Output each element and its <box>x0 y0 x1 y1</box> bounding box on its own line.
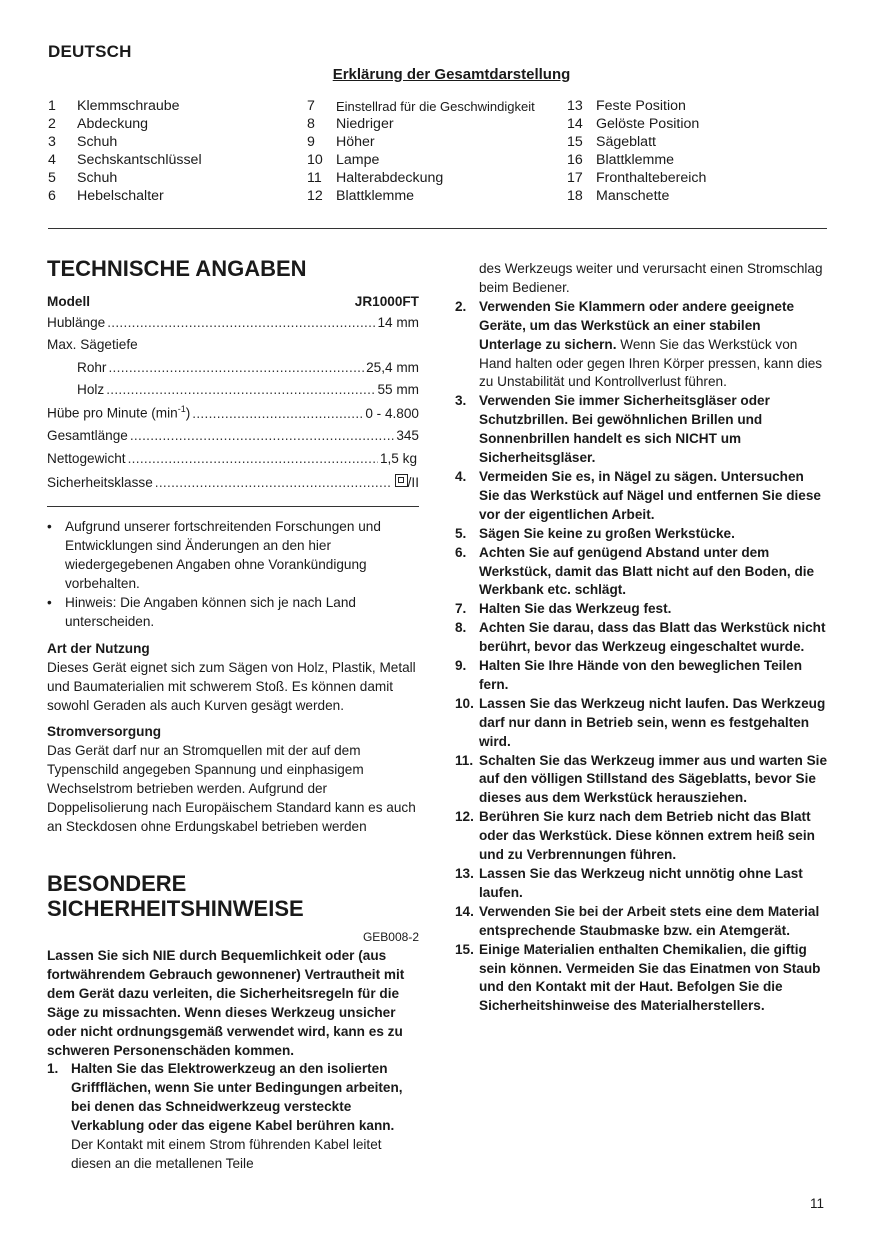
legend-item: 12 Blattklemme <box>307 187 415 204</box>
spec-row-pipe: Rohr ..... 25,4 mm <box>77 360 419 375</box>
usage-heading: Art der Nutzung <box>47 641 150 656</box>
legend-item: 5 Schuh <box>48 169 118 186</box>
legend-column-3 <box>567 98 706 205</box>
safety-item: 4. Vermeiden Sie es, in Nägel zu sägen. Untersuchen Sie das Werkstück auf Nägel und entfernen Sie diese vor der eigentlichen Arbeit. <box>455 468 821 522</box>
legend-item: 13 Feste Position <box>567 98 686 114</box>
legend-item: 4 Sechskantschlüssel <box>48 151 202 168</box>
legend-item: 15 Sägeblatt <box>567 133 656 150</box>
spec-row-strokes-per-minute: Hübe pro Minute $(\min^{-1})$ ..... 0 - 4.800 <box>47 404 419 421</box>
legend-item: 17 Fronthaltebereich <box>567 169 707 186</box>
power-text: Das Gerät darf nur an Stromquellen mit der auf dem Typenschild angegeben Spannung und einphasigem Wechselstrom betrieben werden. Aufgrund der Doppelisolierung nach Europäischem Standard kann es auch an Steckdosen ohne Erdungskabel betrieben werden <box>47 742 416 834</box>
safety-intro-block <box>47 947 419 1174</box>
safety-item: 11. Schalten Sie das Werkzeug immer aus und warten Sie auf den völligen Stillstand des Sägeblatts, bevor Sie dieses aus dem Werkstück herausziehen. <box>455 752 828 806</box>
legend-column-1 <box>48 98 202 205</box>
legend-item: 14 Gelöste Position <box>567 115 700 132</box>
language-heading: DEUTSCH <box>48 42 132 61</box>
spec-row-cut-capacity: Max. Sägetiefe <box>47 337 138 352</box>
safety-item: 13. Lassen Sie das Werkzeug nicht unnötig ohne Last laufen. <box>455 866 803 900</box>
safety-item: 14. Verwenden Sie bei der Arbeit stets eine dem Material entsprechende Staubmaske bzw. ein Atemgerät. <box>455 903 820 938</box>
spec-row-wood: Holz ..... 55 mm <box>77 382 419 397</box>
safety-item: 15. Einige Materialien enthalten Chemikalien, die giftig sein können. Vermeiden Sie das Einatmen von Staub und den Kontakt mit der Haut. Befolgen Sie die Sicherheitshinweise des Materialherstellers. <box>455 941 821 1014</box>
legend-item: 10 Lampe <box>307 151 380 168</box>
safety-item: 5. Sägen Sie keine zu großen Werkstücke. <box>455 525 735 541</box>
spec-row-length: Gesamtlänge ..... 345 <box>47 428 419 443</box>
double-insulation-icon <box>395 474 408 487</box>
spec-row-stroke: Hublänge ..... 14 mm <box>47 315 419 330</box>
safety-item: 12. Berühren Sie kurz nach dem Betrieb nicht das Blatt oder das Werkstück. Diese können extrem heiß sein und zu Verbrennungen führen. <box>455 809 815 863</box>
safety-item: 7. Halten Sie das Werkzeug fest. <box>455 601 672 617</box>
legend-item: 11 Halterabdeckung <box>307 169 444 186</box>
legend-item: 7 Einstellrad für die Geschwindigkeit <box>307 98 535 114</box>
spec-row-safety-class: Sicherheitsklasse ..... /II <box>47 474 419 490</box>
safety-item: 9. Halten Sie Ihre Hände von den beweglichen Teilen fern. <box>455 658 803 692</box>
legend-item: 9 Höher <box>307 133 375 150</box>
legend-item: 8 Niedriger <box>307 115 394 132</box>
legend-item: 3 Schuh <box>48 133 118 150</box>
legend-column-2 <box>307 98 535 205</box>
spec-row-model: Modell JR1000FT <box>47 294 419 309</box>
safety-item: 8. Achten Sie darau, dass das Blatt das Werkstück nicht berührt, bevor das Werkzeug eingeschaltet wurde. <box>455 620 826 655</box>
safety-item: 2. Verwenden Sie Klammern oder andere geeignete Geräte, um das Werkstück an einer stabilen Unterlage zu sichern. Wenn Sie das Werkstück von Hand halten oder gegen Ihren Körper pressen, kann dies zu Unstabilität und Kontrollverlust führen. <box>455 298 823 390</box>
power-section <box>47 723 419 836</box>
spec-title: TECHNISCHE ANGABEN <box>47 256 307 281</box>
usage-section <box>47 640 419 716</box>
safety-title: BESONDERE SICHERHEITSHINWEISE <box>47 871 304 921</box>
bullet-icon: • <box>47 519 52 534</box>
legend-item: 6 Hebelschalter <box>48 187 164 204</box>
overview-title: Erklärung der Gesamtdarstellung <box>332 66 571 83</box>
note-item: • Hinweis: Die Angaben können sich je nach Land unterscheiden. <box>47 594 419 632</box>
legend-item: 16 Blattklemme <box>567 151 675 168</box>
spec-row-weight: Nettogewicht ..... 1,5 kg <box>47 451 417 466</box>
usage-text: Dieses Gerät eignet sich zum Sägen von Holz, Plastik, Metall und Baumaterialien mit schwerem Stoß. Es können damit sowohl Geraden als auch Kurven gesägt werden. <box>47 659 416 713</box>
spec-notes <box>47 518 419 631</box>
legend-item: 2 Abdeckung <box>48 115 148 132</box>
safety-item: 10. Lassen Sie das Werkzeug nicht laufen. Das Werkzeug darf nur dann in Betrieb sein, wenn es festgehalten wird. <box>455 695 826 749</box>
legend-item: 18 Manschette <box>567 187 670 204</box>
legend-item: 1 Klemmschraube <box>48 98 180 114</box>
safety-intro: Lassen Sie sich NIE durch Bequemlichkeit oder (aus fortwährendem Gebrauch gewonnener) Vertrautheit mit dem Gerät dazu verleiten, die Sicherheitsregeln für die Säge zu missachten. Wenn dieses Werkzeug unsicher oder nicht ordnungsgemäß verwendet wird, kann es zu schweren Personenschäden kommen. <box>47 948 405 1058</box>
safety-list-continued <box>455 260 827 1016</box>
safety-item-continuation: des Werkzeugs weiter und verursacht einen Stromschlag beim Bediener. <box>479 261 823 295</box>
page-number: 11 <box>810 1196 825 1211</box>
safety-code: GEB008-2 <box>362 930 419 944</box>
safety-item: 1. Halten Sie das Elektrowerkzeug an den isolierten Griffflächen, wenn Sie unter Bedingungen arbeiten, bei denen das Schneidwerkzeug versteckte Verkablung oder das eigene Kabel berühren kann. Der Kontakt mit einem Strom führenden Kabel leitet diesen an die metallenen Teile <box>47 1061 403 1171</box>
note-item: • Aufgrund unserer fortschreitenden Forschungen und Entwicklungen sind Änderungen an den hier wiedergegebenen Angaben ohne Vorankündigung vorbehalten. <box>47 518 419 594</box>
power-heading: Stromversorgung <box>47 724 162 739</box>
bullet-icon: • <box>47 594 52 610</box>
spec-divider <box>47 506 419 507</box>
safety-item: 3. Verwenden Sie immer Sicherheitsgläser oder Schutzbrillen. Bei gewöhnlichen Brillen und Sonnenbrillen handelt es sich NICHT um Sicherheitsgläser. <box>455 393 770 466</box>
section-divider <box>48 228 827 229</box>
safety-item: 6. Achten Sie auf genügend Abstand unter dem Werkstück, damit das Blatt nicht auf den Boden, die Werkbank etc. schlägt. <box>455 544 815 598</box>
